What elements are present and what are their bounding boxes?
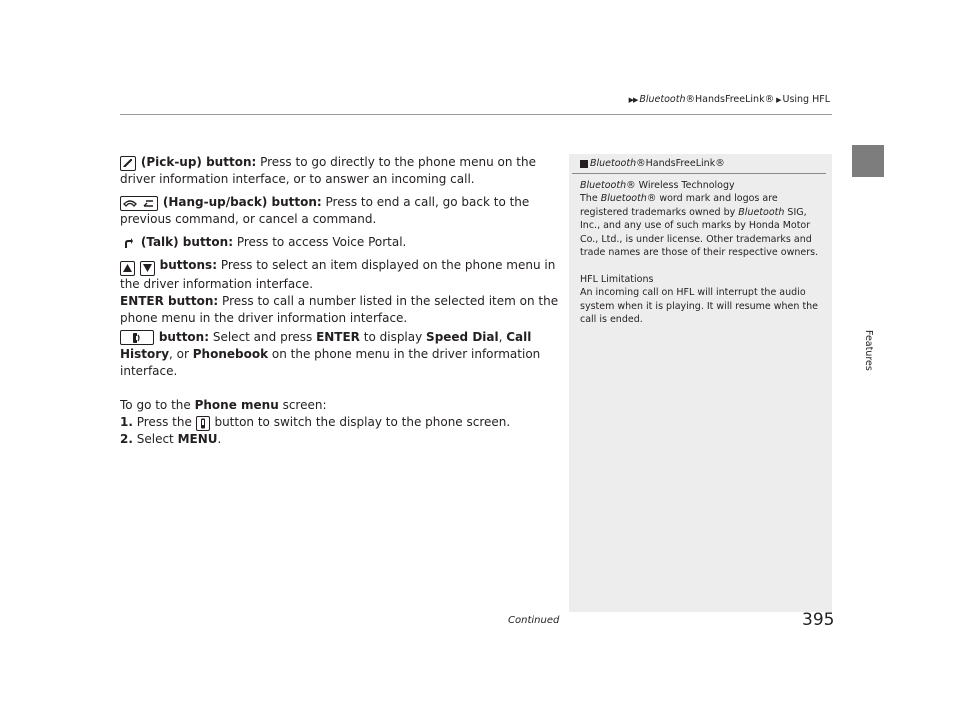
goto-paragraph [120,397,560,414]
hangup-paragraph [120,194,560,228]
page-number: 395 [802,610,835,630]
main-content [120,154,560,448]
note-body [580,179,822,326]
or-text: , or [169,346,193,361]
note-panel [569,154,832,612]
note-header-product: HandsFreeLink [645,158,716,169]
updown-paragraph [120,257,560,293]
note-p1-brand-2: Bluetooth [738,206,785,218]
down-button-icon [140,261,155,276]
step-2-number: 2. [120,431,133,446]
phone-button-icon [120,330,154,345]
note-p2-title: HFL Limitations [580,273,654,285]
note-p2-body: An incoming call on HFL will interrupt the audio system when it is playing. It will resume when the call is ended. [580,287,819,326]
hang-up-back-icon [120,196,158,211]
step-1-b: button to switch the display to the phone screen. [210,414,511,429]
breadcrumb-brand: Bluetooth [639,94,686,105]
speed-dial-label: Speed Dial [426,329,499,344]
header-rule [120,114,832,115]
step-2-a: Select [132,431,178,446]
pickup-title: (Pick-up) button: [140,155,257,169]
phone-screen-button-icon [196,416,210,431]
note-p1-b: ® word mark and logos are registered trademarks owned by [580,193,778,218]
talk-paragraph [120,234,560,251]
pickup-paragraph [120,154,560,188]
hangup-desc: Press to end a call, go back to the previous command, or cancel a command. [120,195,530,226]
step-1-number: 1. [120,414,133,429]
hangup-title: (Hang-up/back) button: [162,195,322,209]
call-history-label: Call History [120,329,532,361]
chapter-label: Features [863,330,874,371]
talk-desc: Press to access Voice Portal. [233,235,407,249]
note-header-brand: Bluetooth [590,158,637,169]
updown-title: buttons: [159,258,217,272]
note-p1-a: The [580,193,601,205]
comma: , [498,329,507,344]
note-marker-icon [580,160,588,168]
talk-icon [120,236,136,251]
phone-paragraph [120,329,560,380]
up-button-icon [120,261,135,276]
note-p1 [580,192,822,259]
breadcrumb [627,94,830,105]
breadcrumb-product: HandsFreeLink [695,94,765,105]
step-2-menu: MENU [177,431,218,446]
phonebook-label: Phonebook [192,346,269,361]
enter-desc: Press to call a number listed in the selected item on the phone menu in the driver information interface. [120,293,559,325]
note-p1-c: SIG, Inc., and any use of such marks by Honda Motor Co., Ltd., is under license. Other trademarks and trade names are those of their respective owners. [580,206,819,259]
updown-desc: Press to select an item displayed on the phone menu in the driver information interface. [120,258,556,291]
goto-2: screen: [278,397,327,412]
phone-desc-3: on the phone menu in the driver information interface. [120,346,541,378]
goto-phone-menu: Phone menu [194,397,279,412]
phone-desc-2: to display [359,329,427,344]
note-title-rest: ® Wireless Technology [626,180,735,191]
note-header-reg: ® [636,158,646,169]
chapter-tab [852,145,884,177]
note-header [572,158,826,174]
breadcrumb-arrow-icon: ▶▶ [628,95,638,104]
continued-label: Continued [508,615,560,626]
step-1-a: Press the [132,414,196,429]
step-1 [120,414,560,431]
step-2-end: . [217,431,222,446]
talk-title: (Talk) button: [140,235,233,249]
note-brand: Bluetooth [580,180,627,191]
breadcrumb-section: Using HFL [782,94,830,105]
phone-title: button: [158,329,210,344]
step-2 [120,431,560,448]
breadcrumb-reg-mark: ® [685,94,695,105]
breadcrumb-reg-mark-2: ® [764,94,775,105]
phone-enter: ENTER [316,329,360,344]
goto-1: To go to the [120,397,195,412]
note-header-reg-2: ® [715,158,725,169]
pick-up-icon [120,156,136,171]
enter-title: ENTER button: [120,293,219,308]
note-p1-brand: Bluetooth [600,193,647,205]
phone-desc-1: Select and press [209,329,317,344]
breadcrumb-arrow-icon: ▶ [776,95,781,104]
pickup-desc: Press to go directly to the phone menu on the driver information interface, or to answer an incoming call. [120,155,536,186]
note-p1-title [580,179,822,192]
enter-paragraph [120,293,560,327]
